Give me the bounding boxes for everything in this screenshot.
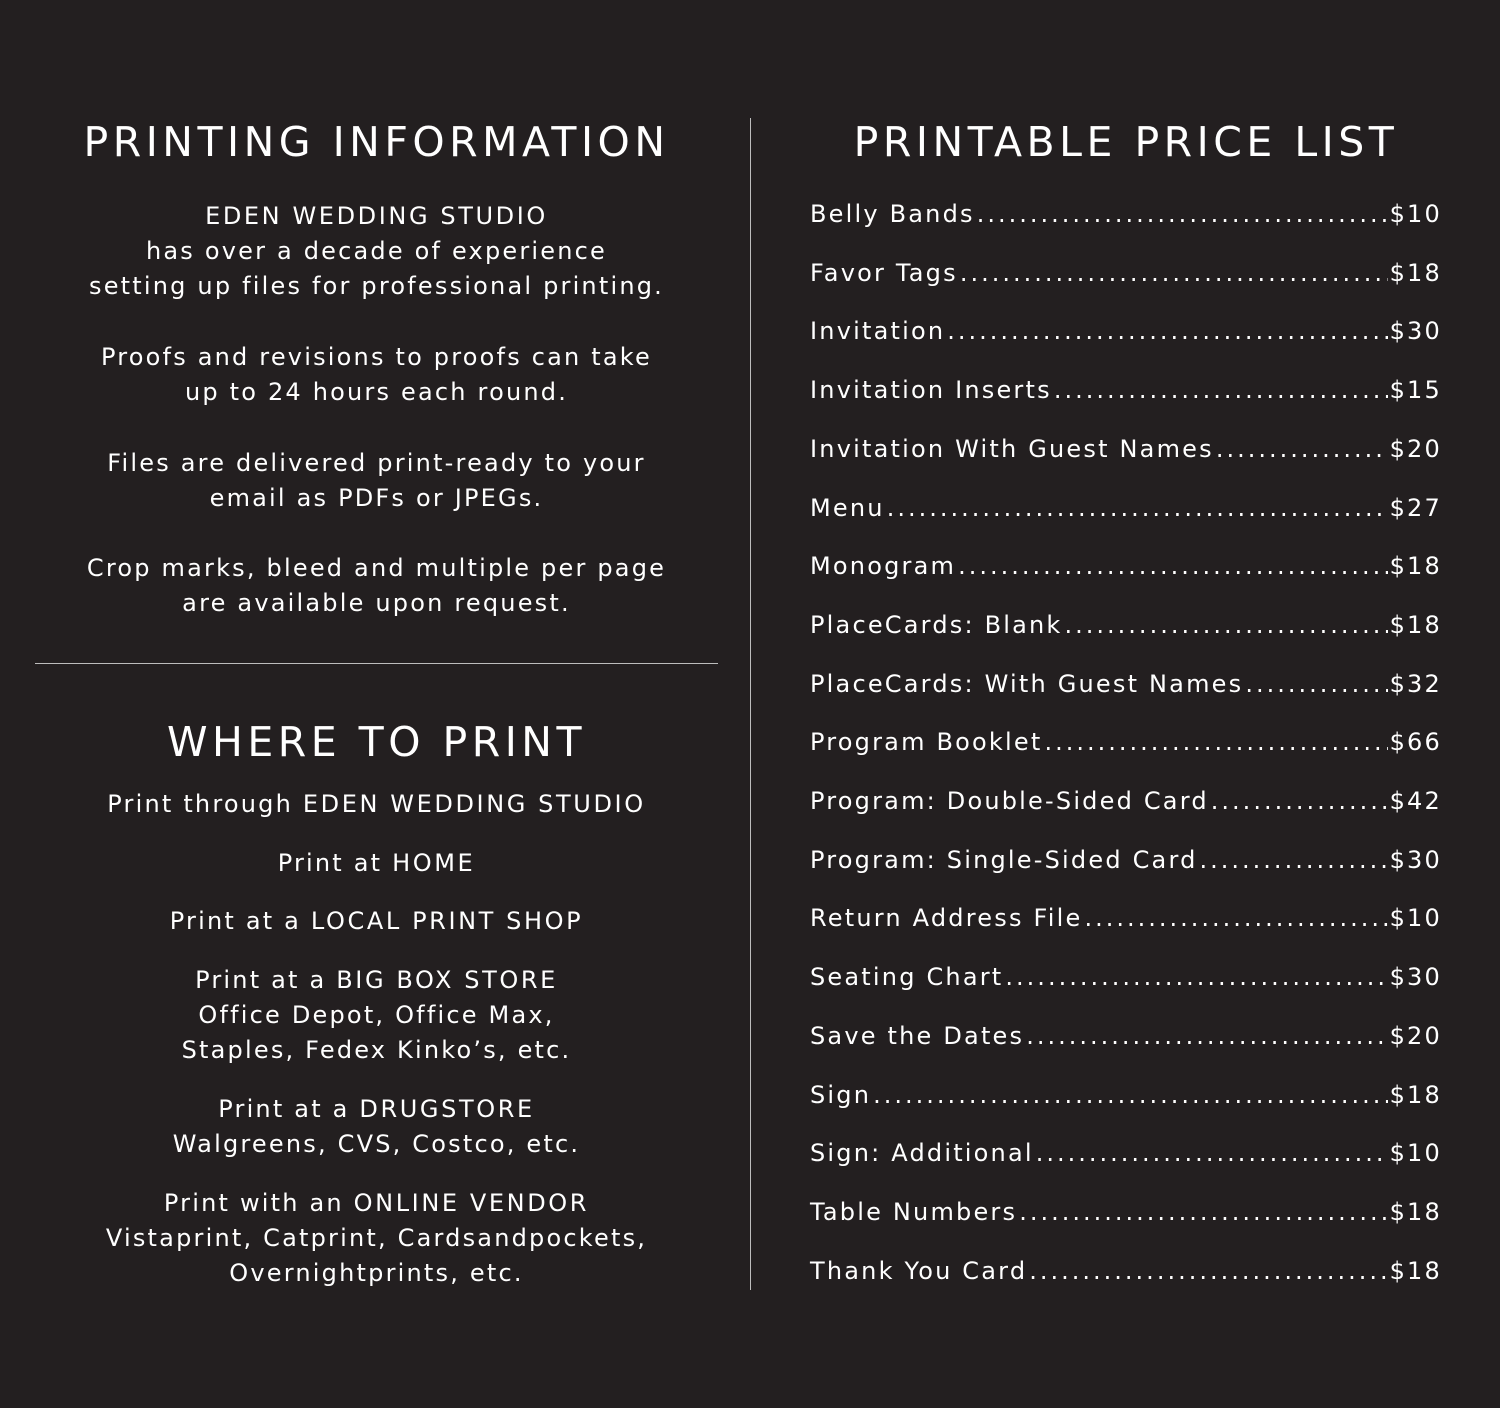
option-prefix: Print through	[107, 790, 294, 818]
price-item-name: Return Address File	[810, 904, 1083, 933]
price-leader-dots	[1029, 1257, 1387, 1285]
price-row	[810, 317, 1442, 353]
price-item-name: Program: Double-Sided Card	[810, 787, 1209, 815]
price-item-value: $10	[1389, 1139, 1442, 1168]
proofs-line-2: up to 24 hours each round.	[184, 378, 569, 406]
price-item-name: Sign: Additional	[810, 1139, 1034, 1168]
price-item-name: Monogram	[810, 552, 957, 581]
option-emphasis: EDEN WEDDING STUDIO	[302, 790, 646, 818]
price-item-name: Program Booklet	[810, 728, 1043, 757]
where-to-print-title: WHERE TO PRINT	[166, 718, 587, 766]
print-option-drugstore	[35, 1092, 718, 1162]
option-detail: Office Depot, Office Max,	[198, 1001, 555, 1029]
price-leader-dots	[1245, 670, 1387, 698]
crop-line-2: are available upon request.	[182, 589, 571, 617]
option-emphasis: BIG BOX STORE	[336, 966, 558, 994]
price-item-value: $20	[1389, 1021, 1442, 1050]
price-item-name: PlaceCards: With Guest Names	[810, 669, 1244, 698]
price-leader-dots	[873, 1081, 1387, 1109]
price-item-value: $30	[1389, 845, 1442, 874]
price-leader-dots	[1005, 963, 1387, 991]
price-row	[810, 435, 1442, 471]
price-leader-dots	[1200, 846, 1388, 874]
option-prefix: Print at a	[169, 907, 302, 935]
price-item-name: Belly Bands	[810, 200, 975, 228]
price-item-value: $27	[1389, 493, 1442, 522]
price-item-name: PlaceCards: Blank	[810, 610, 1063, 639]
price-item-name: Seating Chart	[810, 963, 1004, 992]
price-leader-dots	[1019, 1198, 1387, 1226]
price-item-name: Program: Single-Sided Card	[810, 845, 1198, 874]
crop-marks-paragraph	[35, 551, 718, 621]
price-item-value: $18	[1389, 1080, 1442, 1109]
price-row	[810, 1139, 1442, 1175]
price-row	[810, 494, 1442, 530]
option-prefix: Print at a	[195, 966, 327, 994]
price-row	[810, 963, 1442, 999]
option-prefix: Print at a	[218, 1095, 350, 1123]
price-leader-dots	[1216, 435, 1388, 463]
option-prefix: Print at	[277, 849, 383, 877]
price-leader-dots	[947, 317, 1387, 345]
price-leader-dots	[1084, 904, 1387, 932]
price-row	[810, 259, 1442, 295]
option-emphasis: ONLINE VENDOR	[353, 1189, 590, 1217]
studio-intro	[35, 199, 718, 304]
price-row	[810, 728, 1442, 764]
option-detail: Walgreens, CVS, Costco, etc.	[172, 1130, 581, 1158]
studio-name: EDEN WEDDING STUDIO	[205, 202, 548, 230]
price-item-name: Table Numbers	[810, 1197, 1018, 1226]
option-emphasis: DRUGSTORE	[359, 1095, 535, 1123]
price-item-name: Menu	[810, 493, 885, 522]
delivery-line-2: email as PDFs or JPEGs.	[209, 484, 544, 512]
price-item-value: $66	[1389, 728, 1442, 757]
price-leader-dots	[1044, 728, 1387, 756]
price-leader-dots	[1054, 376, 1388, 404]
print-option-home	[35, 846, 718, 881]
price-item-name: Invitation With Guest Names	[810, 434, 1214, 463]
price-row	[810, 670, 1442, 706]
price-list-title: PRINTABLE PRICE LIST	[853, 118, 1399, 166]
price-item-value: $20	[1389, 434, 1442, 463]
price-item-value: $18	[1389, 1197, 1442, 1226]
delivery-line-1: Files are delivered print-ready to your	[107, 449, 646, 477]
option-detail: Staples, Fedex Kinko’s, etc.	[181, 1036, 572, 1064]
price-leader-dots	[960, 259, 1388, 287]
proofs-line-1: Proofs and revisions to proofs can take	[100, 343, 652, 371]
price-item-name: Invitation Inserts	[810, 376, 1052, 405]
option-prefix: Print with an	[163, 1189, 344, 1217]
price-row	[810, 1198, 1442, 1234]
price-item-value: $10	[1389, 904, 1442, 933]
intro-line-2: setting up files for professional printing.	[89, 272, 664, 300]
print-option-local-shop	[35, 904, 718, 939]
price-leader-dots	[887, 494, 1388, 522]
print-option-big-box	[35, 963, 718, 1068]
price-item-value: $42	[1389, 787, 1442, 815]
price-leader-dots	[1036, 1139, 1388, 1167]
price-item-name: Invitation	[810, 317, 946, 346]
price-row	[810, 1022, 1442, 1058]
crop-line-1: Crop marks, bleed and multiple per page	[86, 554, 667, 582]
price-leader-dots	[1026, 1022, 1387, 1050]
price-item-value: $10	[1389, 200, 1442, 228]
price-item-value: $18	[1389, 1256, 1442, 1285]
price-row	[810, 611, 1442, 647]
option-detail: Overnightprints, etc.	[229, 1259, 524, 1287]
price-row	[810, 376, 1442, 412]
price-row	[810, 787, 1442, 823]
price-leader-dots	[1211, 787, 1388, 815]
print-option-studio	[35, 787, 718, 822]
price-item-name: Save the Dates	[810, 1021, 1025, 1050]
price-leader-dots	[958, 552, 1388, 580]
price-item-value: $18	[1389, 258, 1442, 287]
option-emphasis: HOME	[392, 849, 476, 877]
price-row	[810, 846, 1442, 882]
printing-information-title: PRINTING INFORMATION	[83, 118, 670, 166]
price-item-value: $30	[1389, 317, 1442, 346]
price-item-value: $15	[1389, 376, 1442, 405]
price-item-name: Thank You Card	[810, 1256, 1028, 1285]
price-leader-dots	[977, 200, 1388, 228]
price-item-name: Sign	[810, 1080, 872, 1109]
price-item-value: $30	[1389, 963, 1442, 992]
delivery-paragraph	[35, 446, 718, 516]
price-item-value: $32	[1389, 669, 1442, 698]
price-row	[810, 552, 1442, 588]
price-item-name: Favor Tags	[810, 258, 958, 287]
price-row	[810, 200, 1442, 236]
price-row	[810, 1081, 1442, 1117]
column-divider	[750, 118, 751, 1290]
price-row	[810, 1257, 1442, 1293]
print-option-online	[35, 1186, 718, 1291]
price-row	[810, 904, 1442, 940]
price-leader-dots	[1065, 611, 1388, 639]
section-divider	[35, 663, 718, 664]
option-detail: Vistaprint, Catprint, Cardsandpockets,	[105, 1224, 648, 1252]
option-emphasis: LOCAL PRINT SHOP	[310, 907, 584, 935]
intro-line-1: has over a decade of experience	[145, 237, 608, 265]
price-item-value: $18	[1389, 552, 1442, 581]
proofs-paragraph	[35, 340, 718, 410]
price-item-value: $18	[1389, 610, 1442, 639]
